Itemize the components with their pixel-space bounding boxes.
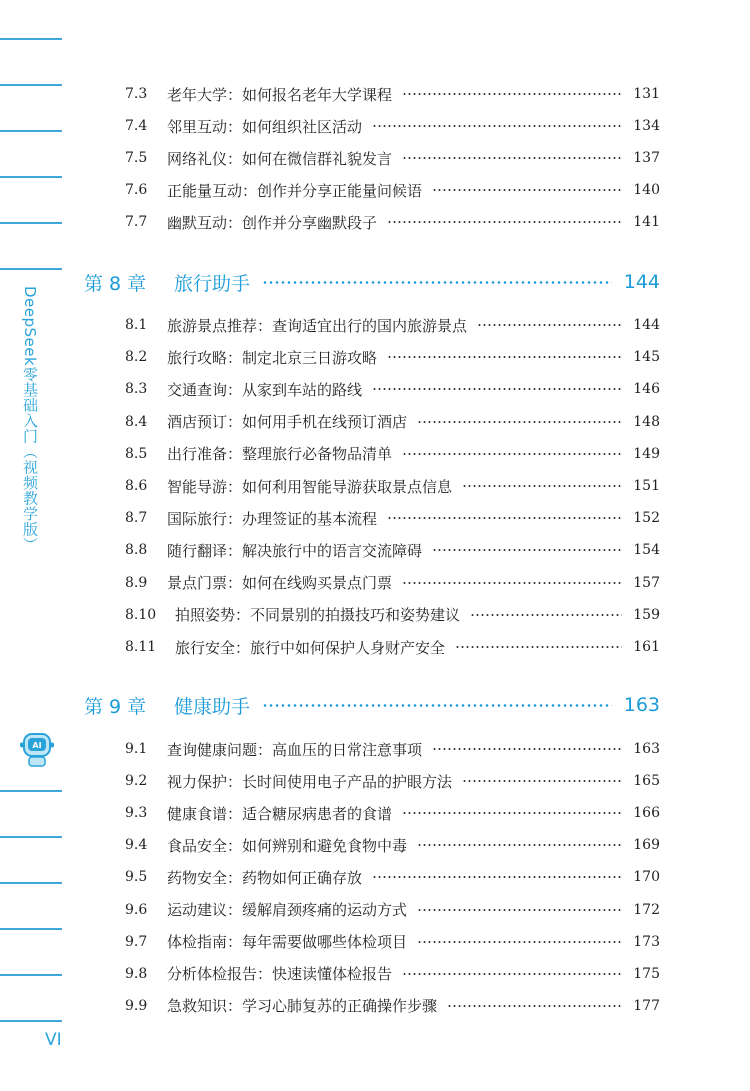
toc-entry[interactable] [125, 504, 660, 532]
chapter-title: 旅行助手 [174, 272, 251, 295]
page-ref: 165 [633, 773, 660, 790]
dot-leader [455, 646, 622, 648]
dot-leader [402, 157, 622, 159]
section-number: 9.3 [125, 805, 148, 822]
toc-entry[interactable] [125, 863, 660, 891]
section-title: 幽默互动：创作并分享幽默段子 [167, 213, 378, 232]
page-ref: 137 [633, 150, 660, 166]
book-side-title: DeepSeek零基础入门（视频教学版） [21, 286, 39, 553]
section-number: 8.4 [125, 413, 148, 430]
dot-leader [417, 421, 622, 423]
toc-entry[interactable] [125, 472, 660, 500]
page-ref: 140 [633, 182, 660, 198]
page-ref: 169 [633, 837, 660, 854]
page-number: VI [45, 1030, 62, 1050]
robot-icon [20, 730, 54, 770]
dot-leader [477, 324, 622, 326]
section-title: 健康食谱：适合糖尿病患者的食谱 [167, 804, 393, 823]
section-number: 8.3 [125, 381, 148, 398]
section-number: 8.6 [125, 478, 148, 494]
section-title: 景点门票：如何在线购买景点门票 [167, 574, 393, 593]
dot-leader [402, 812, 622, 814]
section-number: 9.8 [125, 965, 148, 982]
section-title: 网络礼仪：如何在微信群礼貌发言 [167, 149, 393, 168]
dot-leader [462, 780, 622, 782]
toc-entry[interactable] [125, 144, 660, 172]
toc-entry[interactable] [125, 992, 660, 1020]
toc-entry[interactable] [125, 960, 660, 988]
dot-leader [372, 388, 622, 390]
section-title: 急救知识：学习心肺复苏的正确操作步骤 [167, 997, 438, 1016]
page-ref: 161 [633, 639, 660, 655]
page-ref: 134 [633, 118, 660, 134]
robot-badge-text: AI [32, 741, 42, 750]
chapter-heading[interactable] [84, 690, 660, 720]
chapter-number: 第 8 章 [84, 272, 147, 295]
toc-entry[interactable] [125, 440, 660, 468]
page-ref: 154 [633, 542, 660, 559]
section-title: 体检指南：每年需要做哪些体检项目 [167, 933, 408, 952]
margin-rule [0, 928, 62, 930]
section-title: 智能导游：如何利用智能导游获取景点信息 [167, 477, 453, 496]
page-ref: 151 [633, 478, 660, 494]
page-ref: 159 [633, 606, 660, 623]
page-ref: 152 [633, 510, 660, 527]
section-title: 交通查询：从家到车站的路线 [167, 380, 363, 399]
section-title: 出行准备：整理旅行必备物品清单 [167, 445, 393, 464]
section-title: 药物安全：药物如何正确存放 [167, 868, 363, 887]
page-ref: 144 [633, 317, 660, 333]
section-title: 老年大学：如何报名老年大学课程 [167, 85, 393, 104]
section-number: 8.10 [125, 606, 157, 623]
section-title: 分析体检报告：快速读懂体检报告 [167, 965, 393, 984]
dot-leader [402, 453, 622, 455]
dot-leader [262, 281, 612, 284]
dot-leader [402, 93, 622, 95]
dot-leader [402, 582, 622, 584]
page-ref: 170 [633, 869, 660, 886]
toc-entry[interactable] [125, 735, 660, 763]
chapter-title: 健康助手 [174, 695, 251, 718]
section-title: 视力保护：长时间使用电子产品的护眼方法 [167, 772, 453, 791]
section-title: 邻里互动：如何组织社区活动 [167, 117, 363, 136]
dot-leader [262, 704, 612, 707]
section-number: 7.6 [125, 182, 148, 198]
section-number: 8.11 [125, 639, 157, 655]
section-number: 9.4 [125, 837, 148, 854]
chapter-page: 144 [623, 271, 660, 293]
page-ref: 141 [633, 214, 660, 230]
dot-leader [432, 748, 622, 750]
dot-leader [372, 125, 622, 127]
section-title: 旅行攻略：制定北京三日游攻略 [167, 348, 378, 367]
chapter-heading[interactable] [84, 267, 660, 297]
chapter-page: 163 [623, 694, 660, 716]
page-ref: 145 [633, 349, 660, 366]
section-title: 食品安全：如何辨别和避免食物中毒 [167, 836, 408, 855]
toc-entry[interactable] [125, 343, 660, 371]
margin-rule [0, 1020, 62, 1022]
section-title: 拍照姿势：不同景别的拍摄技巧和姿势建议 [175, 606, 461, 625]
section-title: 正能量互动：创作并分享正能量问候语 [167, 181, 423, 200]
margin-rule [0, 268, 62, 270]
section-number: 9.7 [125, 933, 148, 950]
section-number: 8.7 [125, 510, 148, 527]
toc-entry[interactable] [125, 311, 660, 339]
section-title: 查询健康问题：高血压的日常注意事项 [167, 740, 423, 759]
toc-entry[interactable] [125, 80, 660, 108]
margin-rule [0, 38, 62, 40]
toc-entry[interactable] [125, 767, 660, 795]
page-ref: 175 [633, 965, 660, 982]
margin-rule [0, 176, 62, 178]
page-ref: 173 [633, 933, 660, 950]
page-ref: 148 [633, 413, 660, 430]
section-number: 9.9 [125, 997, 148, 1014]
page-ref: 146 [633, 381, 660, 398]
dot-leader [387, 221, 622, 223]
section-number: 9.5 [125, 869, 148, 886]
toc-entry[interactable] [125, 375, 660, 403]
section-number: 8.8 [125, 542, 148, 559]
section-number: 8.9 [125, 574, 148, 591]
section-number: 8.5 [125, 445, 148, 462]
section-number: 7.4 [125, 118, 148, 134]
dot-leader [432, 549, 622, 551]
section-title: 酒店预订：如何用手机在线预订酒店 [167, 413, 408, 432]
dot-leader [432, 189, 622, 191]
page-ref: 172 [633, 901, 660, 918]
margin-rule [0, 222, 62, 224]
section-number: 7.7 [125, 214, 148, 230]
chapter-number: 第 9 章 [84, 695, 147, 718]
dot-leader [417, 909, 622, 911]
section-number: 9.6 [125, 901, 148, 918]
margin-rule [0, 84, 62, 86]
section-number: 7.5 [125, 150, 148, 166]
toc-entry[interactable] [125, 799, 660, 827]
margin-rule [0, 974, 62, 976]
toc-entry[interactable] [125, 601, 660, 629]
section-title: 旅行安全：旅行中如何保护人身财产安全 [175, 638, 446, 657]
dot-leader [417, 941, 622, 943]
section-number: 8.1 [125, 317, 148, 333]
toc-entry[interactable] [125, 208, 660, 236]
dot-leader [447, 1005, 622, 1007]
toc-entry[interactable] [125, 633, 660, 661]
dot-leader [417, 844, 622, 846]
page-ref: 131 [633, 86, 660, 102]
page-ref: 163 [633, 741, 660, 757]
dot-leader [402, 973, 622, 975]
section-title: 随行翻译：解决旅行中的语言交流障碍 [167, 541, 423, 560]
toc-entry[interactable] [125, 536, 660, 564]
toc-entry[interactable] [125, 928, 660, 956]
page-ref: 149 [633, 445, 660, 462]
toc-entry[interactable] [125, 831, 660, 859]
dot-leader [387, 517, 622, 519]
toc-entry[interactable] [125, 176, 660, 204]
dot-leader [387, 356, 622, 358]
section-title: 运动建议：缓解肩颈疼痛的运动方式 [167, 901, 408, 919]
toc-entry[interactable] [125, 569, 660, 597]
margin-rule [0, 790, 62, 792]
margin-rule [0, 836, 62, 838]
margin-rule [0, 882, 62, 884]
section-number: 9.2 [125, 773, 148, 790]
margin-rule [0, 130, 62, 132]
section-number: 8.2 [125, 349, 148, 366]
toc-entry[interactable] [125, 896, 660, 924]
dot-leader [470, 614, 622, 616]
section-title: 旅游景点推荐：查询适宜出行的国内旅游景点 [167, 316, 468, 335]
page-ref: 177 [633, 997, 660, 1014]
toc-entry[interactable] [125, 408, 660, 436]
section-number: 9.1 [125, 741, 148, 757]
dot-leader [462, 485, 622, 487]
section-title: 国际旅行：办理签证的基本流程 [167, 509, 378, 528]
toc-entry[interactable] [125, 112, 660, 140]
page-ref: 166 [633, 805, 660, 822]
section-number: 7.3 [125, 86, 148, 102]
page-ref: 157 [633, 574, 660, 591]
dot-leader [372, 876, 622, 878]
